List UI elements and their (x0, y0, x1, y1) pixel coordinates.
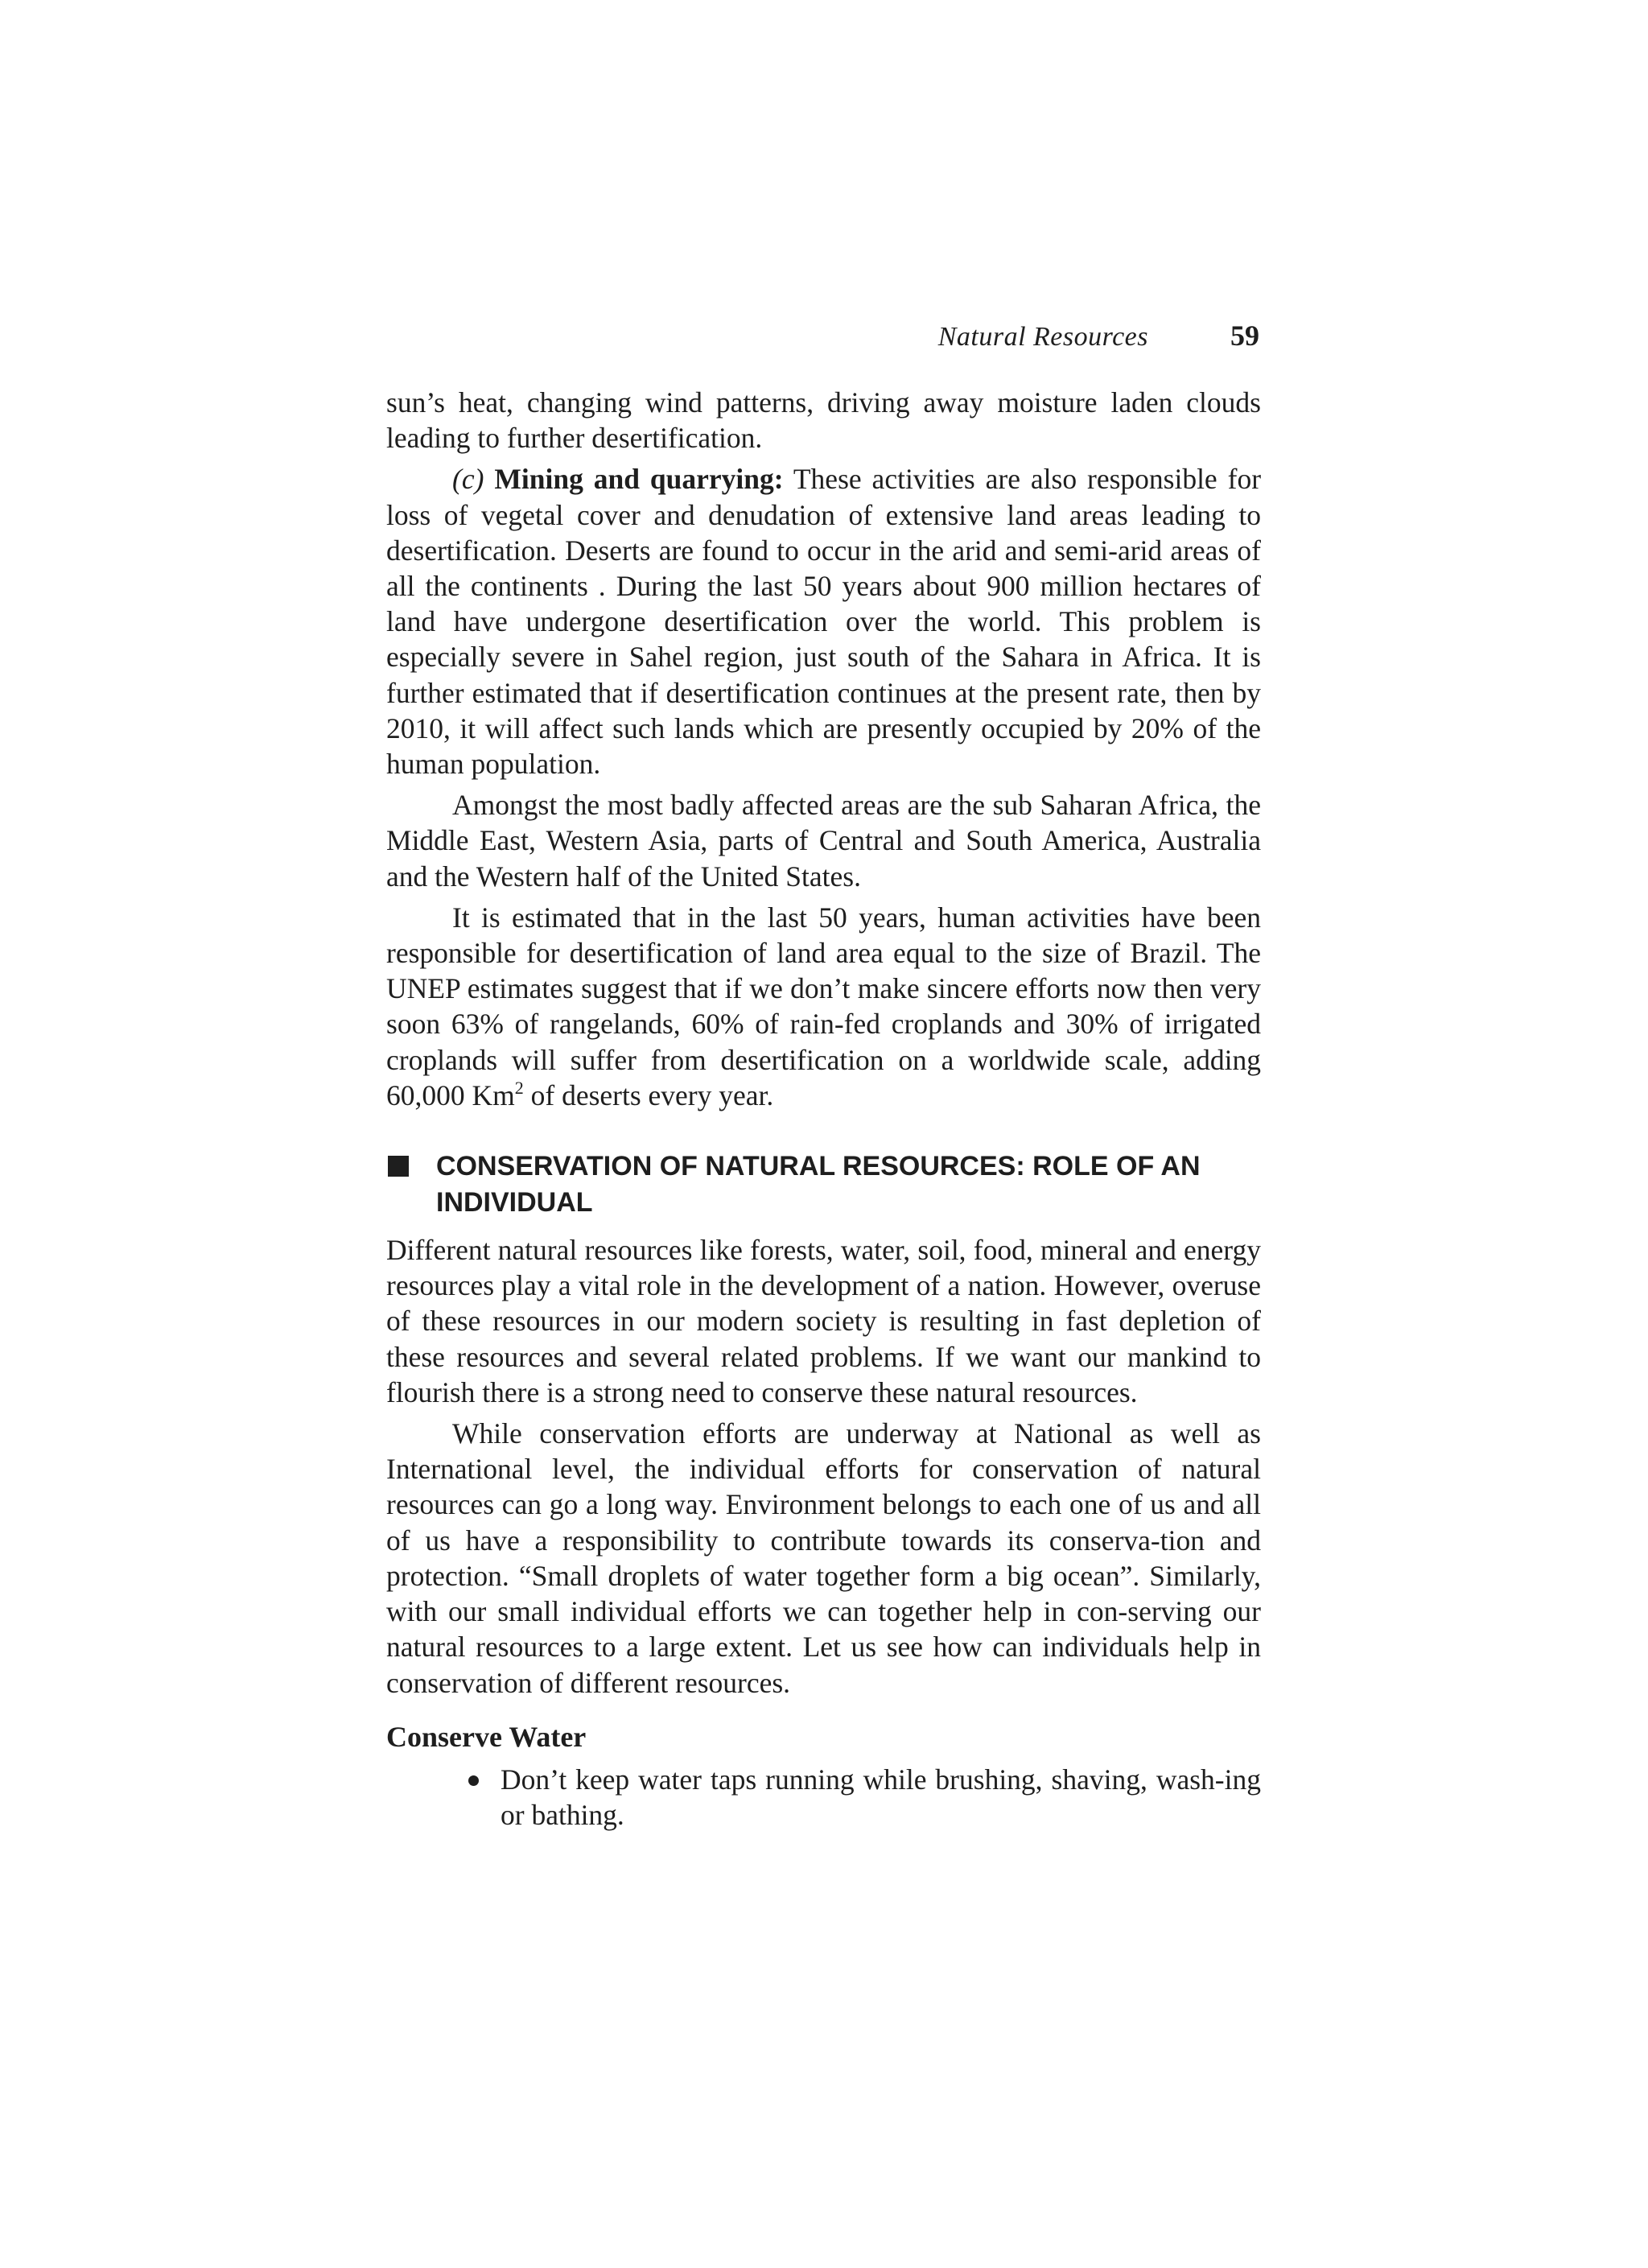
subheading-conserve-water: Conserve Water (386, 1720, 587, 1753)
term-mining-quarrying: Mining and quarrying: (494, 463, 784, 496)
paragraph-text: It is estimated that in the last 50 years, human activities have been responsible for desertification of land area equal to the size of Brazil. The UNEP estimates suggest that if we don’t make sincere efforts now then very soon 63% of rangelands, 60% of rain-fed croplands and 30% of irrigated croplands will suffer from desertification on a worldwide scale, adding 60,000 Km (386, 901, 1261, 1111)
section-heading-text: CONSERVATION OF NATURAL RESOURCES: ROLE OF AN INDIVIDUAL (436, 1151, 1201, 1219)
running-title: Natural Resources (937, 322, 1148, 352)
body-text (386, 385, 1261, 1838)
page-number: 59 (1230, 320, 1259, 352)
paragraph-individual-efforts: While conservation efforts are underway at National as well as International level, the individual efforts for conservation of natural resources can go a long way. Environment belongs to each one of us and all of us have a responsibility to contribute towards its conserva-tion and protection. “Small droplets of water together form a big ocean”. Similarly, with our small individual efforts we can together help in con-serving our natural resources to a large extent. Let us see how can individuals help in conservation of different resources. (386, 1417, 1261, 1699)
list-item (501, 1762, 1261, 1833)
paragraph-continuation: sun’s heat, changing wind patterns, driving away moisture laden clouds leading to further desertification. (386, 386, 1261, 455)
list-label: (c) (452, 463, 484, 496)
square-bullet-icon (388, 1156, 409, 1177)
paragraph-text: These activities are also responsible for loss of vegetal cover and denudation of extensive land areas leading to desertification. Deserts are found to occur in the arid and semi-arid areas of all the continents . During the last 50 years about 900 million hectares of land have undergone desertification over the world. This problem is especially severe in Sahel region, just south of the Sahara in Africa. It is further estimated that if desertification continues at the present rate, then by 2010, it will affect such lands which are presently occupied by 20% of the human population. (386, 463, 1262, 781)
bullet-dot-icon (468, 1775, 479, 1786)
paragraph-natural-resources: Different natural resources like forests, water, soil, food, mineral and energy resources play a vital role in the development of a nation. However, overuse of these resources in our modern society is resulting in fast depletion of these resources and several related problems. If we want our mankind to flourish there is a strong need to conserve these natural resources. (386, 1234, 1261, 1408)
superscript: 2 (514, 1077, 524, 1098)
paragraph-text-tail: of deserts every year. (523, 1078, 774, 1111)
paragraph-unep-estimates (386, 900, 1261, 1113)
paragraph-affected-areas: Amongst the most badly affected areas are the sub Saharan Africa, the Middle East, Western Asia, parts of Central and South America, Australia and the Western half of the United States. (386, 789, 1261, 893)
section-heading (386, 1148, 1261, 1221)
list-item-text: Don’t keep water taps running while brushing, shaving, wash-ing or bathing. (501, 1763, 1261, 1831)
paragraph-mining-quarrying (386, 461, 1261, 781)
running-header (386, 319, 1261, 359)
